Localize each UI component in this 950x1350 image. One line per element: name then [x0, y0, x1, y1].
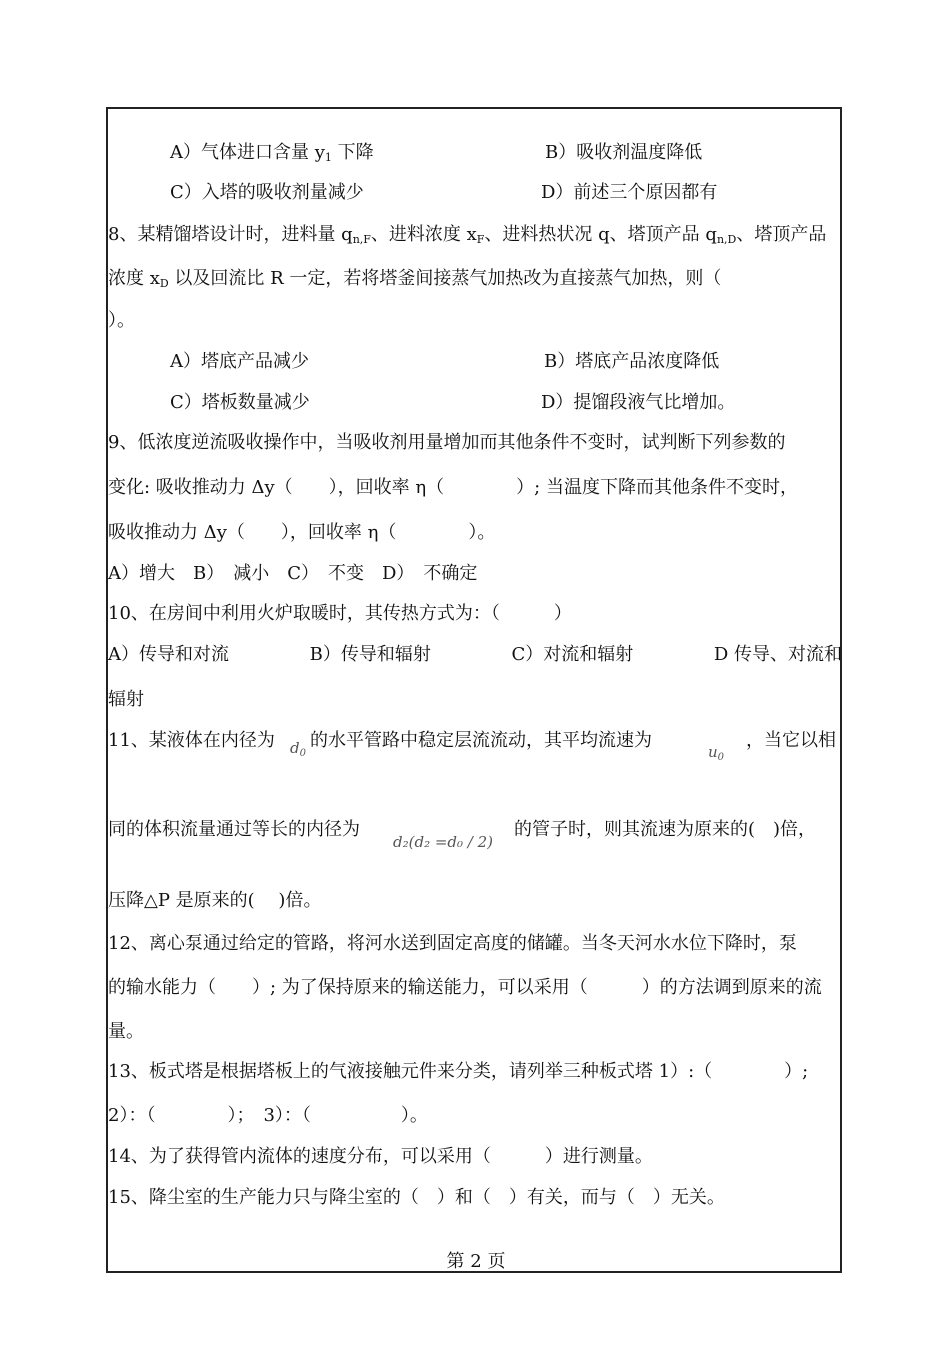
q11-line-1a: 11、某液体在内径为: [108, 730, 275, 751]
q11-line-3: 压降△P 是原来的( )倍。: [108, 890, 322, 911]
q8-line-1: 8、某精馏塔设计时，进料量 $q_{n,F}$、进料浓度 $x_F$、进料热状况 q、塔顶产品 $q_{n,D}$、塔顶产品: [108, 224, 827, 246]
q10-option-b: B）传导和辐射: [309, 644, 431, 665]
q10-option-d: D 传导、对流和: [713, 644, 842, 665]
q8-option-d: D）提馏段液气比增加。: [541, 392, 736, 413]
q9-line-2: 变化: 吸收推动力 Δy（ ），回收率 η（ ）; 当温度下降而其他条件不变时，: [108, 477, 798, 498]
q7-option-a: A）气体进口含量 $y_1$ 下降: [170, 142, 374, 164]
q10-line-3: 辐射: [108, 689, 144, 710]
q11-d2-expression: d₂(d₂ =d₀ / 2): [393, 833, 494, 851]
q8-option-b: B）塔底产品浓度降低: [544, 351, 720, 372]
q7-option-c: C）入塔的吸收剂量减少: [170, 182, 364, 203]
q11-u0-symbol: $u_0$: [708, 743, 725, 763]
q12-line-2: 的输水能力（ ）; 为了保持原来的输送能力，可以采用（ ）的方法调到原来的流: [108, 977, 822, 998]
q9-options: A）增大 B） 减小 C） 不变 D） 不确定: [108, 563, 478, 584]
q8-line-3: ）。: [108, 310, 135, 331]
q12-line-3: 量。: [108, 1021, 144, 1042]
q14-line: 14、为了获得管内流体的速度分布，可以采用（ ）进行测量。: [108, 1146, 653, 1167]
q11-d0-symbol: $d_0$: [290, 739, 306, 759]
q10-option-c: C）对流和辐射: [511, 644, 634, 665]
q15-line: 15、降尘室的生产能力只与降尘室的（ ）和（ ）有关，而与（ ）无关。: [108, 1187, 725, 1208]
q7-option-d: D）前述三个原因都有: [541, 182, 718, 203]
q9-line-3: 吸收推动力 Δy（ ），回收率 η（ ）。: [108, 522, 496, 543]
q11-line-1b: 的水平管路中稳定层流流动，其平均流速为: [310, 730, 652, 751]
q8-option-c: C）塔板数量减少: [170, 392, 310, 413]
q10-options: [108, 643, 842, 667]
q10-line-1: 10、在房间中利用火炉取暖时，其传热方式为：（ ）: [108, 603, 572, 624]
q9-line-1: 9、低浓度逆流吸收操作中，当吸收剂用量增加而其他条件不变时，试判断下列参数的: [108, 432, 786, 453]
q13-line-2: 2）：（ ）； 3）：（ ）。: [108, 1105, 428, 1126]
page-number: 第 2 页: [446, 1251, 506, 1272]
page-frame: [106, 107, 842, 1273]
q8-option-a: A）塔底产品减少: [170, 351, 309, 372]
q12-line-1: 12、离心泵通过给定的管路，将河水送到固定高度的储罐。当冬天河水水位下降时，泵: [108, 933, 797, 954]
q11-line-2b: 的管子时，则其流速为原来的( )倍，: [514, 819, 817, 840]
q7-option-b: B）吸收剂温度降低: [545, 142, 703, 163]
q13-line-1: 13、板式塔是根据塔板上的气液接触元件来分类，请列举三种板式塔 1）:（ ）;: [108, 1061, 809, 1082]
q8-line-2: 浓度 $x_D$ 以及回流比 R 一定，若将塔釜间接蒸气加热改为直接蒸气加热，则（: [108, 268, 722, 290]
q10-option-a: A）传导和对流: [108, 644, 229, 665]
q11-line-1c: ，当它以相: [746, 730, 836, 751]
q11-line-2a: 同的体积流量通过等长的内径为: [108, 819, 360, 840]
